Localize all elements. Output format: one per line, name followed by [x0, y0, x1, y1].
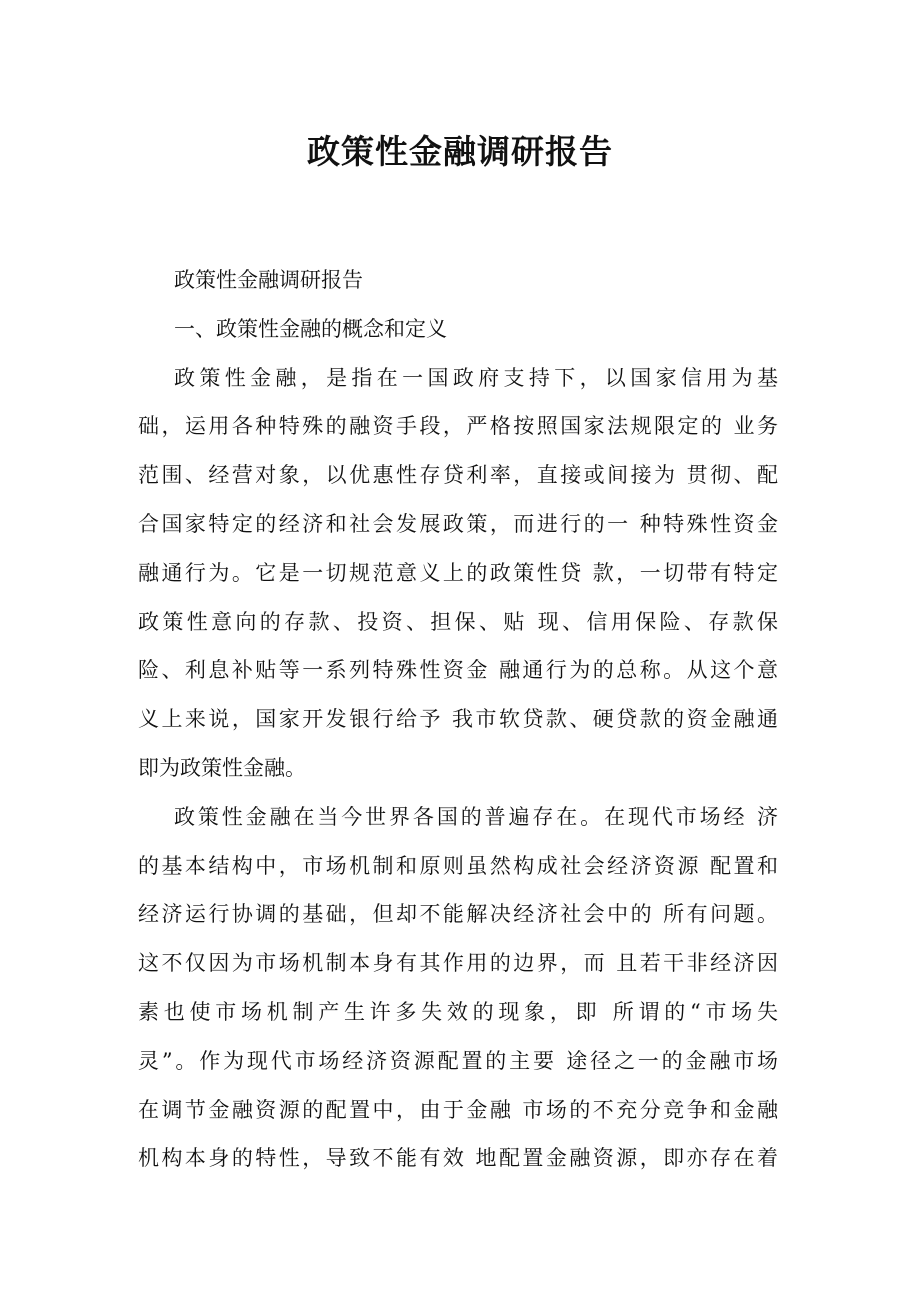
section-heading: 一、政策性金融的概念和定义	[174, 316, 447, 341]
paragraph-line: 政策性金融在当今世界各国的普遍存在。在现代市场经 济	[174, 804, 778, 829]
paragraph-line: 的基本结构中，市场机制和原则虽然构成社会经济资源 配置和	[138, 853, 778, 878]
subtitle-line: 政策性金融调研报告	[174, 268, 363, 292]
paragraph-line: 合国家特定的经济和社会发展政策，而进行的一 种特殊性资金	[138, 511, 778, 536]
paragraph-line: 即为政策性金融。	[138, 755, 306, 780]
paragraph-line: 机构本身的特性，导致不能有效 地配置金融资源，即亦存在着	[138, 1146, 778, 1171]
paragraph-line: 范围、经营对象，以优惠性存贷利率，直接或间接为 贯彻、配	[138, 463, 778, 488]
paragraph-line: 灵”。作为现代市场经济资源配置的主要 途径之一的金融市场	[138, 1048, 778, 1073]
document-body	[138, 256, 778, 1183]
document-title: 政策性金融调研报告	[307, 132, 613, 171]
paragraph-line: 素也使市场机制产生许多失效的现象，即 所谓的“市场失	[138, 999, 778, 1024]
paragraph-line: 政策性金融，是指在一国政府支持下，以国家信用为基	[174, 365, 778, 390]
paragraph-line: 融通行为。它是一切规范意义上的政策性贷 款，一切带有特定	[138, 560, 778, 585]
paragraph-line: 义上来说，国家开发银行给予 我市软贷款、硬贷款的资金融通	[138, 707, 778, 732]
paragraph-line: 在调节金融资源的配置中，由于金融 市场的不充分竞争和金融	[138, 1097, 778, 1122]
paragraph-line: 这不仅因为市场机制本身有其作用的边界，而 且若干非经济因	[138, 951, 778, 976]
paragraph-line: 经济运行协调的基础，但却不能解决经济社会中的 所有问题。	[138, 902, 778, 927]
paragraph-line: 础，运用各种特殊的融资手段，严格按照国家法规限定的 业务	[138, 414, 778, 439]
paragraph-line: 政策性意向的存款、投资、担保、贴 现、信用保险、存款保	[138, 609, 778, 634]
paragraph-line: 险、利息补贴等一系列特殊性资金 融通行为的总称。从这个意	[138, 658, 778, 683]
